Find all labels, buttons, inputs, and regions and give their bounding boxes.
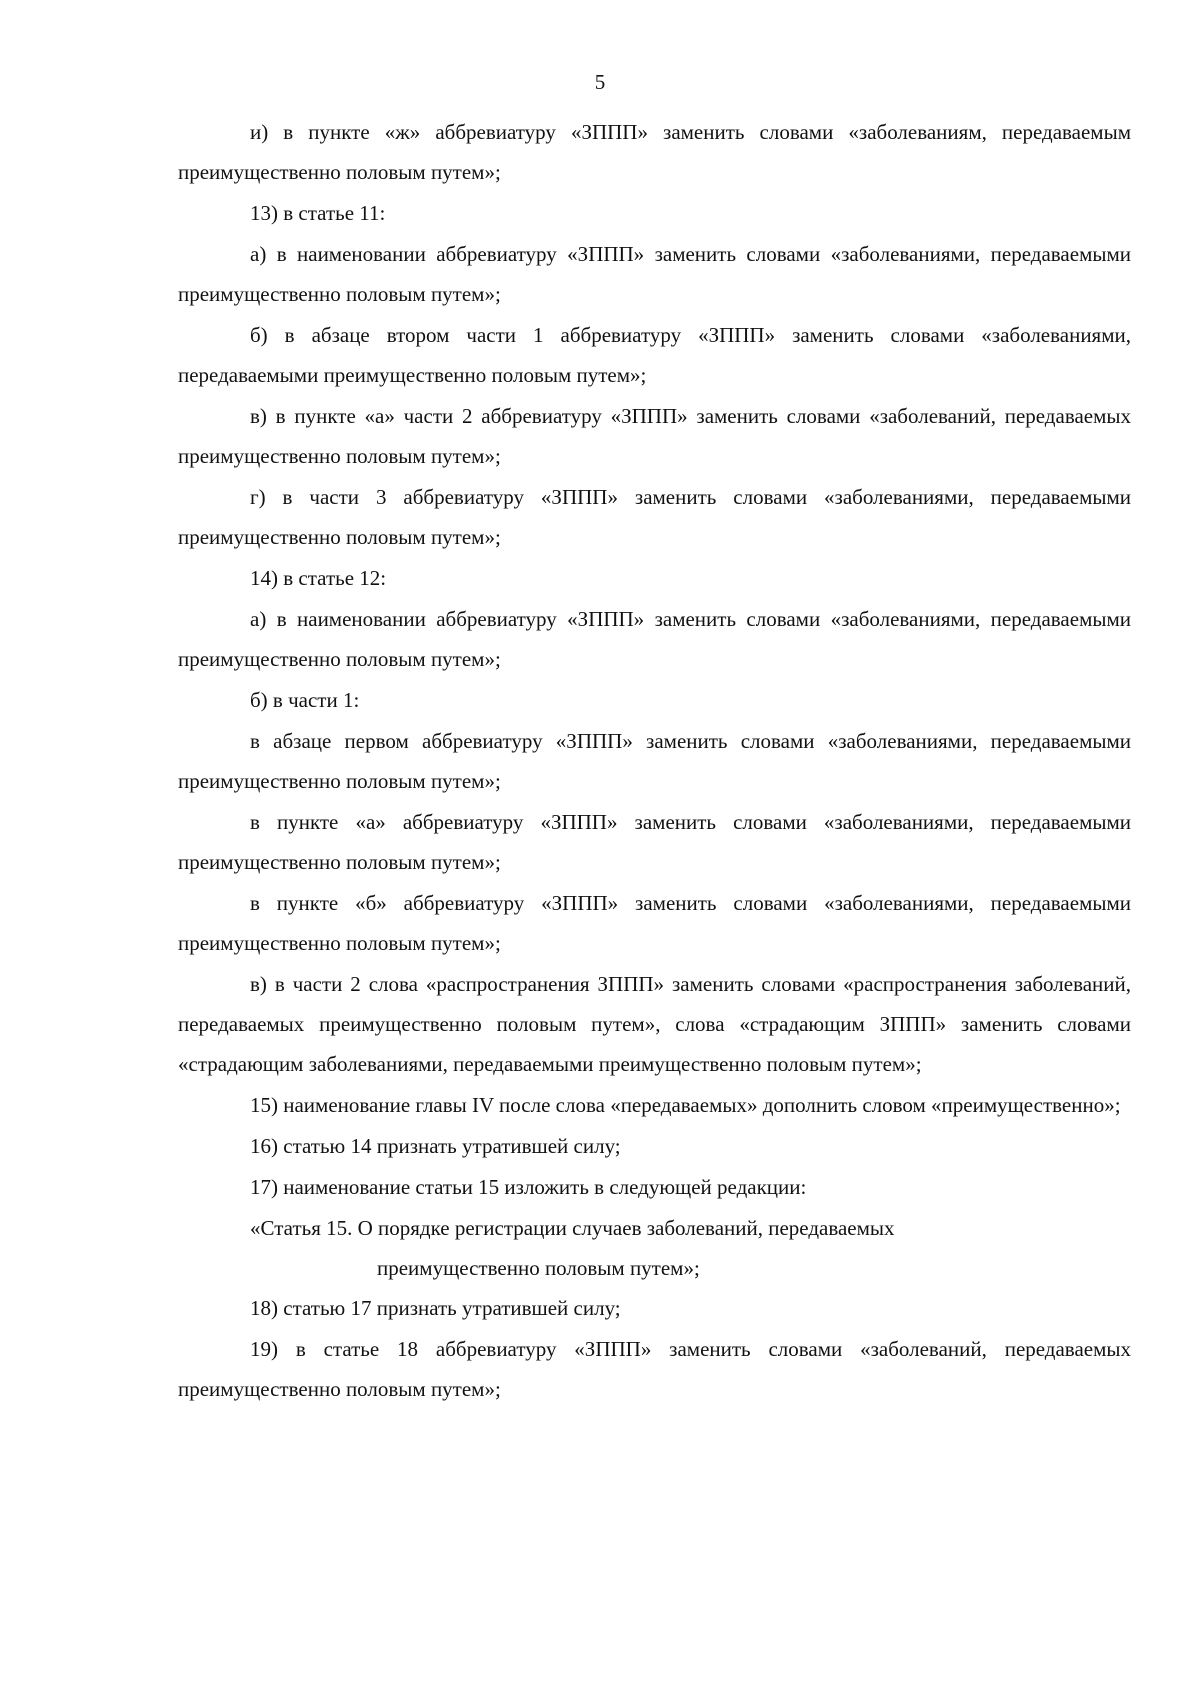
- paragraph-13b: б) в абзаце втором части 1 аббревиатуру «ЗППП» заменить словами «заболеваниями, передаваемыми преимущественно половым путем»;: [178, 323, 1131, 387]
- paragraph-14a: а) в наименовании аббревиатуру «ЗППП» заменить словами «заболеваниями, передаваемыми преимущественно половым путем»;: [178, 607, 1131, 671]
- paragraph-13g: г) в части 3 аббревиатуру «ЗППП» заменить словами «заболеваниями, передаваемыми преимущественно половым путем»;: [178, 485, 1131, 549]
- paragraph-17: 17) наименование статьи 15 изложить в следующей редакции:: [250, 1175, 807, 1199]
- paragraph-14b-punkt-b: в пункте «б» аббревиатуру «ЗППП» заменить словами «заболеваниями, передаваемыми преимущественно половым путем»;: [178, 891, 1131, 955]
- paragraph-14b: б) в части 1:: [250, 688, 360, 712]
- paragraph-14: 14) в статье 12:: [250, 566, 387, 590]
- paragraph-13a: а) в наименовании аббревиатуру «ЗППП» заменить словами «заболеваниями, передаваемыми преимущественно половым путем»;: [178, 242, 1131, 306]
- paragraph-14b-abzac: в абзаце первом аббревиатуру «ЗППП» заменить словами «заболеваниями, передаваемыми преимущественно половым путем»;: [178, 729, 1131, 793]
- paragraph-15: 15) наименование главы IV после слова «передаваемых» дополнить словом «преимущественно»;: [250, 1093, 1121, 1117]
- page-number: 5: [594, 70, 606, 94]
- paragraph-13v: в) в пункте «а» части 2 аббревиатуру «ЗППП» заменить словами «заболеваний, передаваемых преимущественно половым путем»;: [178, 404, 1131, 468]
- document-body: [178, 112, 1131, 1410]
- article-heading-line2: преимущественно половым путем»;: [377, 1256, 700, 1280]
- paragraph-item-i: и) в пункте «ж» аббревиатуру «ЗППП» заменить словами «заболеваниям, передаваемым преимущественно половым путем»;: [178, 120, 1131, 184]
- paragraph-14v: в) в части 2 слова «распространения ЗППП» заменить словами «распространения заболеваний, передаваемых преимущественно половым путем», слова «страдающим ЗППП» заменить словами «страдающим заболеваниями, передаваемыми преимущественно половым путем»;: [178, 972, 1131, 1076]
- paragraph-16: 16) статью 14 признать утратившей силу;: [250, 1134, 621, 1158]
- paragraph-19: 19) в статье 18 аббревиатуру «ЗППП» заменить словами «заболеваний, передаваемых преимущественно половым путем»;: [178, 1337, 1131, 1401]
- paragraph-18: 18) статью 17 признать утратившей силу;: [250, 1296, 621, 1320]
- paragraph-14b-punkt-a: в пункте «а» аббревиатуру «ЗППП» заменить словами «заболеваниями, передаваемыми преимущественно половым путем»;: [178, 810, 1131, 874]
- article-heading-line1: «Статья 15. О порядке регистрации случаев заболеваний, передаваемых: [250, 1216, 895, 1240]
- paragraph-13: 13) в статье 11:: [250, 201, 386, 225]
- article-heading: [178, 1208, 1131, 1288]
